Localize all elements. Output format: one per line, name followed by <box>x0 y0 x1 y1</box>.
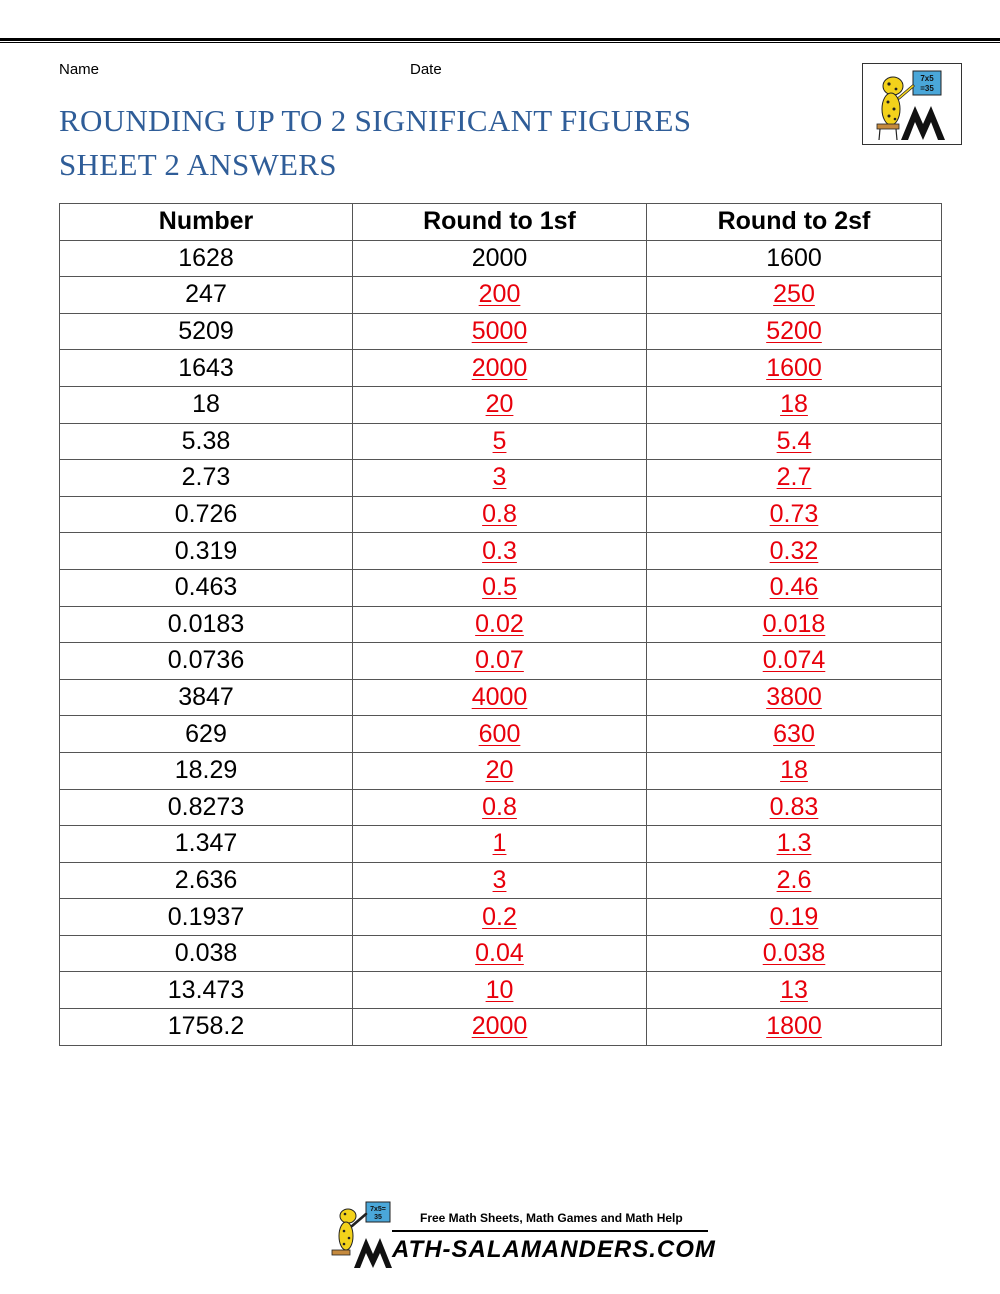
round-2sf-cell <box>647 1009 942 1046</box>
answer-2sf: 3800 <box>766 683 822 712</box>
table-row <box>60 569 942 606</box>
number-cell: 5209 <box>60 313 353 350</box>
answer-1sf: 2000 <box>471 243 528 272</box>
answer-1sf: 5 <box>492 426 507 455</box>
answer-1sf: 20 <box>485 756 514 785</box>
number-cell: 0.0736 <box>60 643 353 680</box>
number-cell: 5.38 <box>60 423 353 460</box>
table-row <box>60 972 942 1009</box>
round-1sf-cell <box>353 716 647 753</box>
table-row <box>60 460 942 497</box>
table-row <box>60 862 942 899</box>
answer-1sf: 2000 <box>471 1012 528 1041</box>
table-row <box>60 679 942 716</box>
table-row <box>60 826 942 863</box>
answer-2sf: 5.4 <box>776 426 812 455</box>
answer-2sf: 2.6 <box>776 865 812 894</box>
round-1sf-cell <box>353 423 647 460</box>
round-1sf-cell <box>353 752 647 789</box>
round-1sf-cell <box>353 899 647 936</box>
header-round-2sf: Round to 2sf <box>647 204 942 241</box>
answer-2sf: 0.73 <box>769 500 819 529</box>
answer-1sf: 4000 <box>471 683 528 712</box>
round-1sf-cell <box>353 935 647 972</box>
top-rule <box>0 38 1000 43</box>
number-cell: 2.73 <box>60 460 353 497</box>
salamander-logo <box>862 63 962 145</box>
answer-1sf: 0.02 <box>475 609 524 638</box>
number-cell: 2.636 <box>60 862 353 899</box>
round-1sf-cell <box>353 386 647 423</box>
round-2sf-cell <box>647 935 942 972</box>
answer-1sf: 600 <box>478 719 521 748</box>
round-2sf-cell <box>647 423 942 460</box>
answer-2sf: 0.19 <box>769 902 819 931</box>
round-1sf-cell <box>353 789 647 826</box>
number-cell: 0.0183 <box>60 606 353 643</box>
answer-1sf: 3 <box>492 865 507 894</box>
header-number: Number <box>60 204 353 241</box>
table-row <box>60 533 942 570</box>
round-2sf-cell <box>647 826 942 863</box>
header-round-1sf: Round to 1sf <box>353 204 647 241</box>
answer-1sf: 0.07 <box>475 646 524 675</box>
table-row <box>60 423 942 460</box>
round-2sf-cell <box>647 533 942 570</box>
table-row <box>60 606 942 643</box>
table-row <box>60 350 942 387</box>
round-2sf-cell <box>647 679 942 716</box>
round-1sf-cell <box>353 972 647 1009</box>
number-cell: 3847 <box>60 679 353 716</box>
round-2sf-cell <box>647 569 942 606</box>
round-2sf-cell <box>647 313 942 350</box>
round-2sf-cell <box>647 643 942 680</box>
round-2sf-cell <box>647 716 942 753</box>
answer-2sf: 0.038 <box>762 939 826 968</box>
footer-board-top: 7x5= <box>370 1206 386 1213</box>
answer-2sf: 0.32 <box>769 536 819 565</box>
answer-2sf: 0.018 <box>762 609 826 638</box>
footer <box>326 1198 716 1270</box>
round-1sf-cell <box>353 569 647 606</box>
round-2sf-cell <box>647 460 942 497</box>
table-row <box>60 935 942 972</box>
number-cell: 0.8273 <box>60 789 353 826</box>
number-cell: 1628 <box>60 240 353 277</box>
logo-board-top: 7x5 <box>920 74 934 83</box>
table-row <box>60 716 942 753</box>
number-cell: 0.726 <box>60 496 353 533</box>
round-1sf-cell <box>353 533 647 570</box>
number-cell: 0.1937 <box>60 899 353 936</box>
answer-2sf: 1.3 <box>776 829 812 858</box>
table-row <box>60 643 942 680</box>
answer-1sf: 10 <box>485 975 514 1004</box>
answer-1sf: 20 <box>485 390 514 419</box>
round-1sf-cell <box>353 313 647 350</box>
answer-2sf: 13 <box>780 975 808 1004</box>
round-2sf-cell <box>647 972 942 1009</box>
round-2sf-cell <box>647 862 942 899</box>
answer-2sf: 2.7 <box>776 463 812 492</box>
table-row <box>60 240 942 277</box>
round-2sf-cell <box>647 789 942 826</box>
name-label: Name <box>59 61 100 78</box>
answer-1sf: 0.04 <box>475 939 524 968</box>
number-cell: 0.038 <box>60 935 353 972</box>
round-1sf-cell <box>353 350 647 387</box>
footer-rule <box>392 1230 708 1232</box>
answer-2sf: 1600 <box>766 243 822 272</box>
answer-2sf: 1800 <box>766 1012 822 1041</box>
round-2sf-cell <box>647 752 942 789</box>
round-2sf-cell <box>647 277 942 314</box>
round-2sf-cell <box>647 350 942 387</box>
table-row <box>60 1009 942 1046</box>
answer-1sf: 0.8 <box>482 500 517 529</box>
round-2sf-cell <box>647 386 942 423</box>
footer-tagline: Free Math Sheets, Math Games and Math Help <box>420 1211 683 1225</box>
number-cell: 247 <box>60 277 353 314</box>
round-2sf-cell <box>647 240 942 277</box>
answer-1sf: 0.5 <box>482 573 517 602</box>
answer-2sf: 0.46 <box>769 573 819 602</box>
page-title: ROUNDING UP TO 2 SIGNIFICANT FIGURES <box>59 103 692 138</box>
number-cell: 629 <box>60 716 353 753</box>
table-row <box>60 386 942 423</box>
number-cell: 18.29 <box>60 752 353 789</box>
answer-2sf: 630 <box>773 719 815 748</box>
footer-salamander-icon <box>326 1198 398 1270</box>
footer-brand: ATH-SALAMANDERS.COM <box>392 1236 716 1263</box>
table-row <box>60 789 942 826</box>
page-subtitle: SHEET 2 ANSWERS <box>59 147 337 182</box>
round-1sf-cell <box>353 862 647 899</box>
round-2sf-cell <box>647 899 942 936</box>
round-2sf-cell <box>647 606 942 643</box>
round-1sf-cell <box>353 1009 647 1046</box>
round-1sf-cell <box>353 679 647 716</box>
round-1sf-cell <box>353 240 647 277</box>
logo-board-bottom: =35 <box>920 84 934 93</box>
round-1sf-cell <box>353 460 647 497</box>
answer-1sf: 2000 <box>471 353 528 382</box>
answer-2sf: 1600 <box>766 353 822 382</box>
table-row <box>60 899 942 936</box>
table-row <box>60 313 942 350</box>
answers-table <box>59 203 942 1046</box>
table-header-row <box>60 204 942 241</box>
answer-1sf: 200 <box>478 280 521 309</box>
answer-1sf: 3 <box>492 463 507 492</box>
footer-board-bottom: 35 <box>374 1214 382 1221</box>
table-row <box>60 752 942 789</box>
table-row <box>60 277 942 314</box>
round-1sf-cell <box>353 496 647 533</box>
answer-1sf: 0.3 <box>482 536 517 565</box>
date-label: Date <box>410 61 442 78</box>
answer-2sf: 18 <box>780 390 808 419</box>
salamander-logo-icon <box>863 64 961 144</box>
table-row <box>60 496 942 533</box>
number-cell: 1758.2 <box>60 1009 353 1046</box>
answer-1sf: 1 <box>492 829 507 858</box>
answer-2sf: 0.83 <box>769 792 819 821</box>
number-cell: 1643 <box>60 350 353 387</box>
answer-2sf: 250 <box>773 280 815 309</box>
round-1sf-cell <box>353 277 647 314</box>
number-cell: 0.319 <box>60 533 353 570</box>
number-cell: 1.347 <box>60 826 353 863</box>
answer-2sf: 0.074 <box>762 646 826 675</box>
answer-2sf: 5200 <box>766 317 822 346</box>
round-2sf-cell <box>647 496 942 533</box>
number-cell: 13.473 <box>60 972 353 1009</box>
number-cell: 18 <box>60 386 353 423</box>
round-1sf-cell <box>353 606 647 643</box>
answer-2sf: 18 <box>780 756 808 785</box>
round-1sf-cell <box>353 826 647 863</box>
answer-1sf: 0.8 <box>482 792 517 821</box>
answer-1sf: 5000 <box>471 317 528 346</box>
number-cell: 0.463 <box>60 569 353 606</box>
answer-1sf: 0.2 <box>482 902 517 931</box>
round-1sf-cell <box>353 643 647 680</box>
